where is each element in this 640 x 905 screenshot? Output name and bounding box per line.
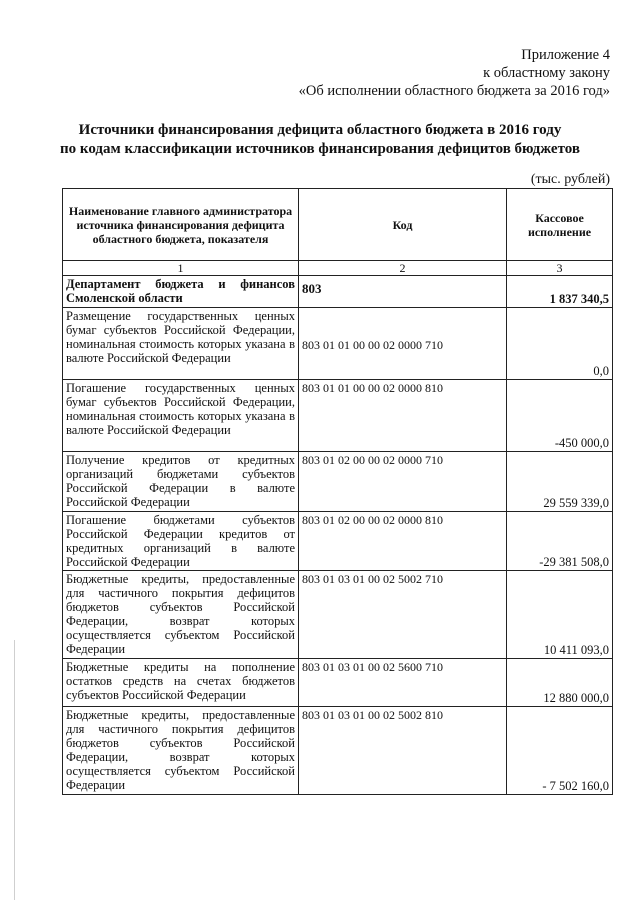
document-title [0,121,640,159]
row-code: 803 01 03 01 00 02 5002 710 [299,571,507,659]
row-amount: -29 381 508,0 [507,512,613,571]
column-number-row [63,261,613,276]
header-name: Наименование главного администратора источника финансирования дефицита областного бюджета, показателя [63,189,299,261]
row-amount: 12 880 000,0 [507,659,613,707]
table-row [63,308,613,380]
row-amount: -450 000,0 [507,380,613,452]
title-line-1: Источники финансирования дефицита областного бюджета в 2016 году [78,122,562,138]
annex-law-title: «Об исполнении областного бюджета за 2016 год» [298,83,610,99]
table-row [63,452,613,512]
table-row [63,276,613,308]
table-row [63,512,613,571]
row-code: 803 01 02 00 00 02 0000 810 [299,512,507,571]
row-name: Департамент бюджета и финансов Смоленской области [63,276,299,308]
row-amount: 10 411 093,0 [507,571,613,659]
units-label: (тыс. рублей) [530,172,610,187]
row-code: 803 01 03 01 00 02 5002 810 [299,707,507,795]
row-name: Погашение бюджетами субъектов Российской Федерации кредитов от кредитных организаций в валюте Российской Федерации [63,512,299,571]
col-number-1: 1 [63,261,299,276]
header-amount: Кассовое исполнение [507,189,613,261]
row-name: Погашение государственных ценных бумаг субъектов Российской Федерации, номинальная стоимость которых указана в валюте Российской Федерации [63,380,299,452]
row-amount: - 7 502 160,0 [507,707,613,795]
title-line-2: по кодам классификации источников финансирования дефицитов бюджетов [60,141,580,157]
row-code: 803 01 03 01 00 02 5600 710 [299,659,507,707]
header-row [63,189,613,261]
scan-artifact-line [14,640,15,900]
row-name: Размещение государственных ценных бумаг субъектов Российской Федерации, номинальная стоимость которых указана в валюте Российской Федерации [63,308,299,380]
row-code: 803 01 02 00 00 02 0000 710 [299,452,507,512]
table-row [63,707,613,795]
row-amount: 29 559 339,0 [507,452,613,512]
row-code: 803 01 01 00 00 02 0000 710 [299,308,507,380]
annex-header [299,46,610,100]
row-name: Получение кредитов от кредитных организаций бюджетами субъектов Российской Федерации в валюте Российской Федерации [63,452,299,512]
col-number-3: 3 [507,261,613,276]
row-code: 803 01 01 00 00 02 0000 810 [299,380,507,452]
row-name: Бюджетные кредиты на пополнение остатков средств на счетах бюджетов субъектов Российской Федерации [63,659,299,707]
annex-law-ref: к областному закону [483,65,610,81]
row-code: 803 [299,276,507,308]
row-name: Бюджетные кредиты, предоставленные для частичного покрытия дефицитов бюджетов субъектов Российской Федерации, возврат которых осуществляется субъектом Российской Федерации [63,571,299,659]
header-code: Код [299,189,507,261]
col-number-2: 2 [299,261,507,276]
row-amount: 1 837 340,5 [507,276,613,308]
annex-number: Приложение 4 [521,47,610,63]
row-name: Бюджетные кредиты, предоставленные для частичного покрытия дефицитов бюджетов субъектов Российской Федерации, возврат которых осуществляется субъектом Российской Федерации [63,707,299,795]
row-amount: 0,0 [507,308,613,380]
financing-table [62,188,613,795]
table-row [63,571,613,659]
table-row [63,659,613,707]
table-row [63,380,613,452]
